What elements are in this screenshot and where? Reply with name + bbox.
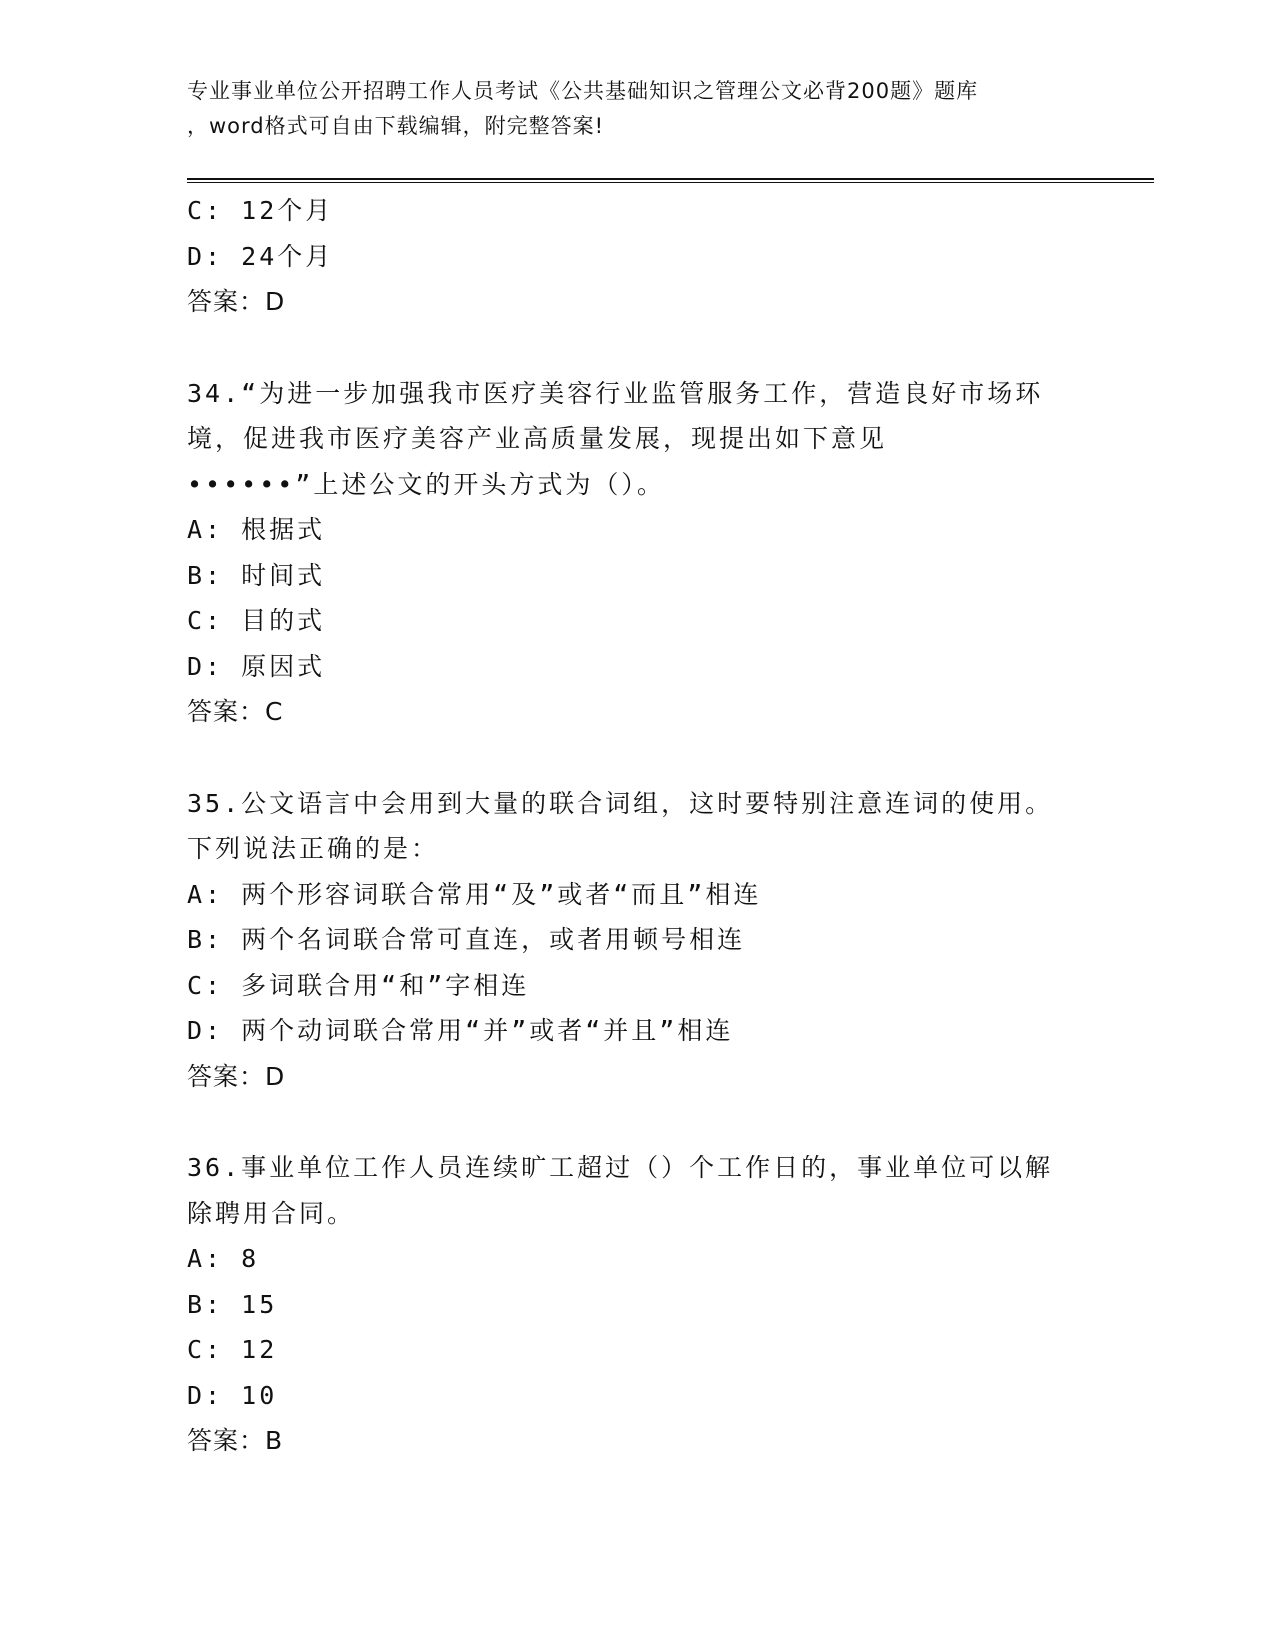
option-d: D: 原因式 <box>187 651 326 681</box>
option-a: A: 根据式 <box>187 515 326 544</box>
question-stem: 35.公文语言中会用到大量的联合词组，这时要特别注意连词的使用。 <box>187 788 1054 818</box>
question-34 <box>187 371 1087 735</box>
question-list <box>187 188 1087 1464</box>
question-stem: 境，促进我市医疗美容产业高质量发展，现提出如下意见 <box>187 424 888 453</box>
question-stem: 除聘用合同。 <box>187 1198 356 1228</box>
carryover-block <box>187 188 1087 325</box>
option-d: D: 两个动词联合常用“并”或者“并且”相连 <box>187 1016 734 1045</box>
answer: 答案：D <box>187 287 286 316</box>
answer: 答案：B <box>187 1426 284 1455</box>
option-b: B: 两个名词联合常可直连，或者用顿号相连 <box>187 925 746 954</box>
option-c: C: 多词联合用“和”字相连 <box>187 970 530 1000</box>
question-36 <box>187 1145 1087 1464</box>
question-stem: 34.“为进一步加强我市医疗美容行业监管服务工作，营造良好市场环 <box>187 378 1044 408</box>
option-a: A: 8 <box>187 1244 260 1273</box>
header-line-2: ，word格式可自由下载编辑，附完整答案! <box>187 114 605 138</box>
option-a: A: 两个形容词联合常用“及”或者“而且”相连 <box>187 879 762 909</box>
option-b: B: 15 <box>187 1289 278 1319</box>
question-stem: ••••••”上述公文的开头方式为（）。 <box>187 469 665 499</box>
option-c: C: 12 <box>187 1335 278 1364</box>
option-c: C: 12个月 <box>187 196 334 225</box>
option-c: C: 目的式 <box>187 606 326 635</box>
question-stem: 36.事业单位工作人员连续旷工超过（）个工作日的，事业单位可以解 <box>187 1153 1054 1182</box>
question-35 <box>187 781 1087 1100</box>
document-header <box>187 74 1107 144</box>
option-d: D: 10 <box>187 1380 278 1410</box>
answer: 答案：C <box>187 697 284 726</box>
answer: 答案：D <box>187 1061 286 1091</box>
header-line-1: 专业事业单位公开招聘工作人员考试《公共基础知识之管理公文必背200题》题库 <box>187 79 979 103</box>
question-stem: 下列说法正确的是： <box>187 834 440 863</box>
option-d: D: 24个月 <box>187 241 334 271</box>
option-b: B: 时间式 <box>187 560 326 590</box>
header-divider <box>187 178 1154 183</box>
